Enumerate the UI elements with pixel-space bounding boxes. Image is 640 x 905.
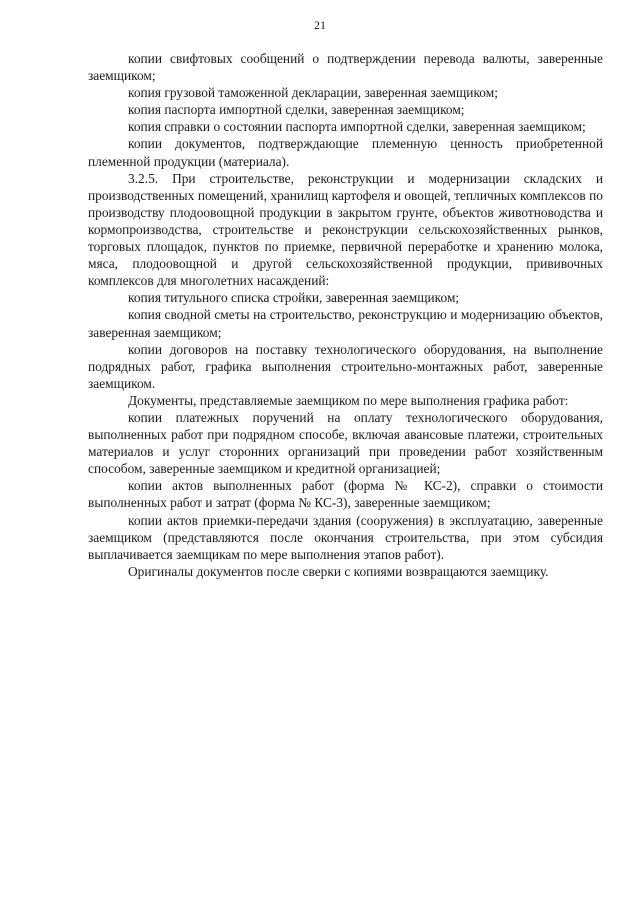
paragraph-supply-contracts: копии договоров на поставку технологического оборудования, на выполнение подрядных работ, графика выполнения строительно-монтажных работ, заверенные заемщиком. (88, 341, 603, 391)
paragraph-title-list: копия титульного списка стройки, заверенная заемщиком; (128, 290, 460, 306)
document-body (88, 50, 603, 580)
paragraph-payment-orders: копии платежных поручений на оплату технологического оборудования, выполненных работ при подрядном способе, включая авансовые платежи, строительных материалов и услуг сторонних организаций при проведении работ хозяйственным способом, заверенные заемщиком и кредитной организацией; (88, 409, 603, 477)
paragraph-import-passport: копия паспорта импортной сделки, заверенная заемщиком; (128, 102, 465, 118)
paragraph-work-acts: копии актов выполненных работ (форма № КС-2), справки о стоимости выполненных работ и затрат (форма № КС-3), заверенные заемщиком; (88, 478, 603, 511)
paragraph-acceptance-acts: копии актов приемки-передачи здания (сооружения) в эксплуатацию, заверенные заемщиком (представляются после окончания строительства, при этом субсидия выплачивается заемщикам по мере выполнения этапов работ). (88, 512, 603, 562)
paragraph-summary-estimate: копия сводной сметы на строительство, реконструкцию и модернизацию объектов, заверенная заемщиком; (88, 307, 603, 340)
paragraph-originals-returned: Оригиналы документов после сверки с копиями возвращаются заемщику. (128, 563, 549, 579)
paragraph-customs-declaration: копия грузовой таможенной декларации, заверенная заемщиком; (128, 85, 498, 101)
paragraph-swift-copies: копии свифтовых сообщений о подтверждении перевода валюты, заверенные заемщиком; (88, 51, 603, 84)
paragraph-breeding-value: копии документов, подтверждающие племенную ценность приобретенной племенной продукции (материала). (88, 136, 603, 169)
paragraph-schedule-documents: Документы, представляемые заемщиком по мере выполнения графика работ: (128, 392, 569, 408)
paragraph-passport-status: копия справки о состоянии паспорта импортной сделки, заверенная заемщиком; (128, 119, 586, 135)
page-number: 21 (314, 18, 326, 32)
paragraph-section-3-2-5: 3.2.5. При строительстве, реконструкции и модернизации складских и производственных помещений, хранилищ картофеля и овощей, тепличных комплексов по производству плодоовощной продукции в закрытом грунте, объектов животноводства и кормопроизводства, строительстве и реконструкции сельскохозяйственных рынков, торговых площадок, пунктов по приемке, первичной переработке и хранению молока, мяса, плодоовощной и другой сельскохозяйственной продукции, прививочных комплексов для многолетних насаждений: (88, 170, 603, 289)
